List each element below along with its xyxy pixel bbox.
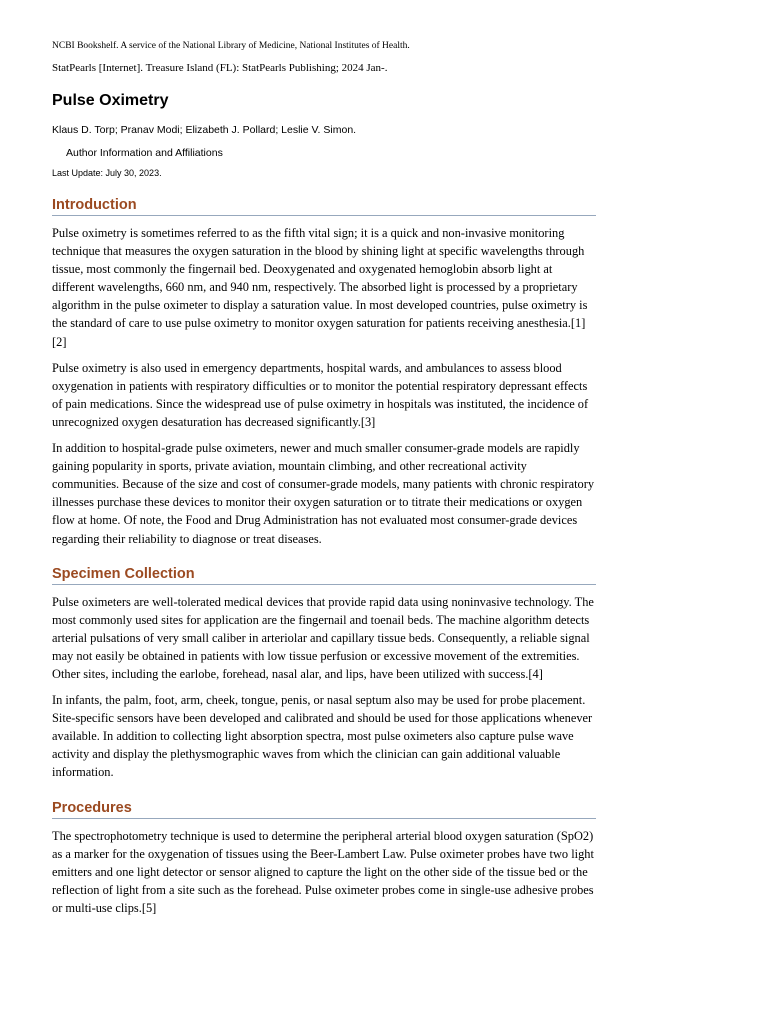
paragraph: In addition to hospital-grade pulse oximeters, newer and much smaller consumer-grade models are rapidly gaining popularity in sports, private aviation, mountain climbing, and other recreational activity communities. Because of the size and cost of consumer-grade models, many patients with chronic respiratory illnesses purchase these devices to monitor their oxygen saturation or to titrate their medications or oxygen flow at home. Of note, the Food and Drug Administration has not evaluated most consumer-grade devices regarding their reliability to diagnose or treat diseases. (52, 441, 595, 546)
last-update: Last Update: July 30, 2023. (52, 168, 162, 178)
section-procedures (52, 799, 596, 917)
section-specimen-collection (52, 565, 596, 782)
paragraph: The spectrophotometry technique is used to determine the peripheral arterial blood oxygen saturation (SpO2) as a marker for the oxygenation of tissues using the Beer-Lambert Law. Pulse oximeter probes have two light emitters and one light detector or sensor aligned to capture the light on the other side of the tissue bed or the reflection of light from a site such as the forehead. Pulse oximeter probes come in single-use adhesive probes or multi-use clips.[5] (52, 828, 594, 915)
paragraph: In infants, the palm, foot, arm, cheek, tongue, penis, or nasal septum also may be used for probe placement. Site-specific sensors have been developed and calibrated and should be used for those applications whenever available. In addition to collecting light absorption spectra, most pulse oximeters also capture pulse wave activity and display the plethysmographic waves from which the clinician can gain additional valuable information. (52, 693, 593, 780)
page-title: Pulse Oximetry (52, 92, 169, 109)
author-affiliations-link[interactable]: Author Information and Affiliations (66, 147, 223, 159)
section-heading-procedures: Procedures (52, 799, 596, 819)
section-introduction (52, 196, 596, 548)
source-line-ncbi: NCBI Bookshelf. A service of the National Library of Medicine, National Institutes of Health. (52, 41, 410, 51)
paragraph: Pulse oximetry is also used in emergency departments, hospital wards, and ambulances to assess blood oxygenation in patients with respiratory difficulties or to monitor the potential respiratory depressant effects of pain medications. Since the widespread use of pulse oximetry in hospitals was instituted, the incidence of unrecognized oxygen desaturation has decreased significantly.[3] (52, 360, 589, 429)
paragraph: Pulse oximetry is sometimes referred to as the fifth vital sign; it is a quick and non-invasive monitoring technique that measures the oxygen saturation in the blood by shining light at specific wavelengths through tissue, most commonly the fingernail bed. Deoxygenated and oxygenated hemoglobin absorb light at different wavelengths, 660 nm, and 940 nm, respectively. The absorbed light is processed by a proprietary algorithm in the pulse oximeter to display a saturation value. In most developed countries, pulse oximetry is the standard of care to use pulse oximetry to monitor oxygen saturation for patients receiving anesthesia.[1][2] (52, 226, 588, 349)
section-heading-introduction: Introduction (52, 196, 596, 216)
section-heading-specimen-collection: Specimen Collection (52, 565, 596, 585)
source-line-statpearls: StatPearls [Internet]. Treasure Island (FL): StatPearls Publishing; 2024 Jan-. (52, 62, 388, 74)
author-list: Klaus D. Torp; Pranav Modi; Elizabeth J. Pollard; Leslie V. Simon. (52, 124, 357, 136)
paragraph: Pulse oximeters are well-tolerated medical devices that provide rapid data using noninvasive technology. The most commonly used sites for application are the fingernail and toenail beds. The machine algorithm detects arterial pulsations of very small caliber in arteriolar and capillary tissue beds. Consequently, a reliable signal may not easily be obtained in patients with low tissue perfusion or excessive movement of the extremities. Other sites, including the earlobe, forehead, nasal alar, and lips, have been utilized with success.[4] (52, 594, 594, 681)
